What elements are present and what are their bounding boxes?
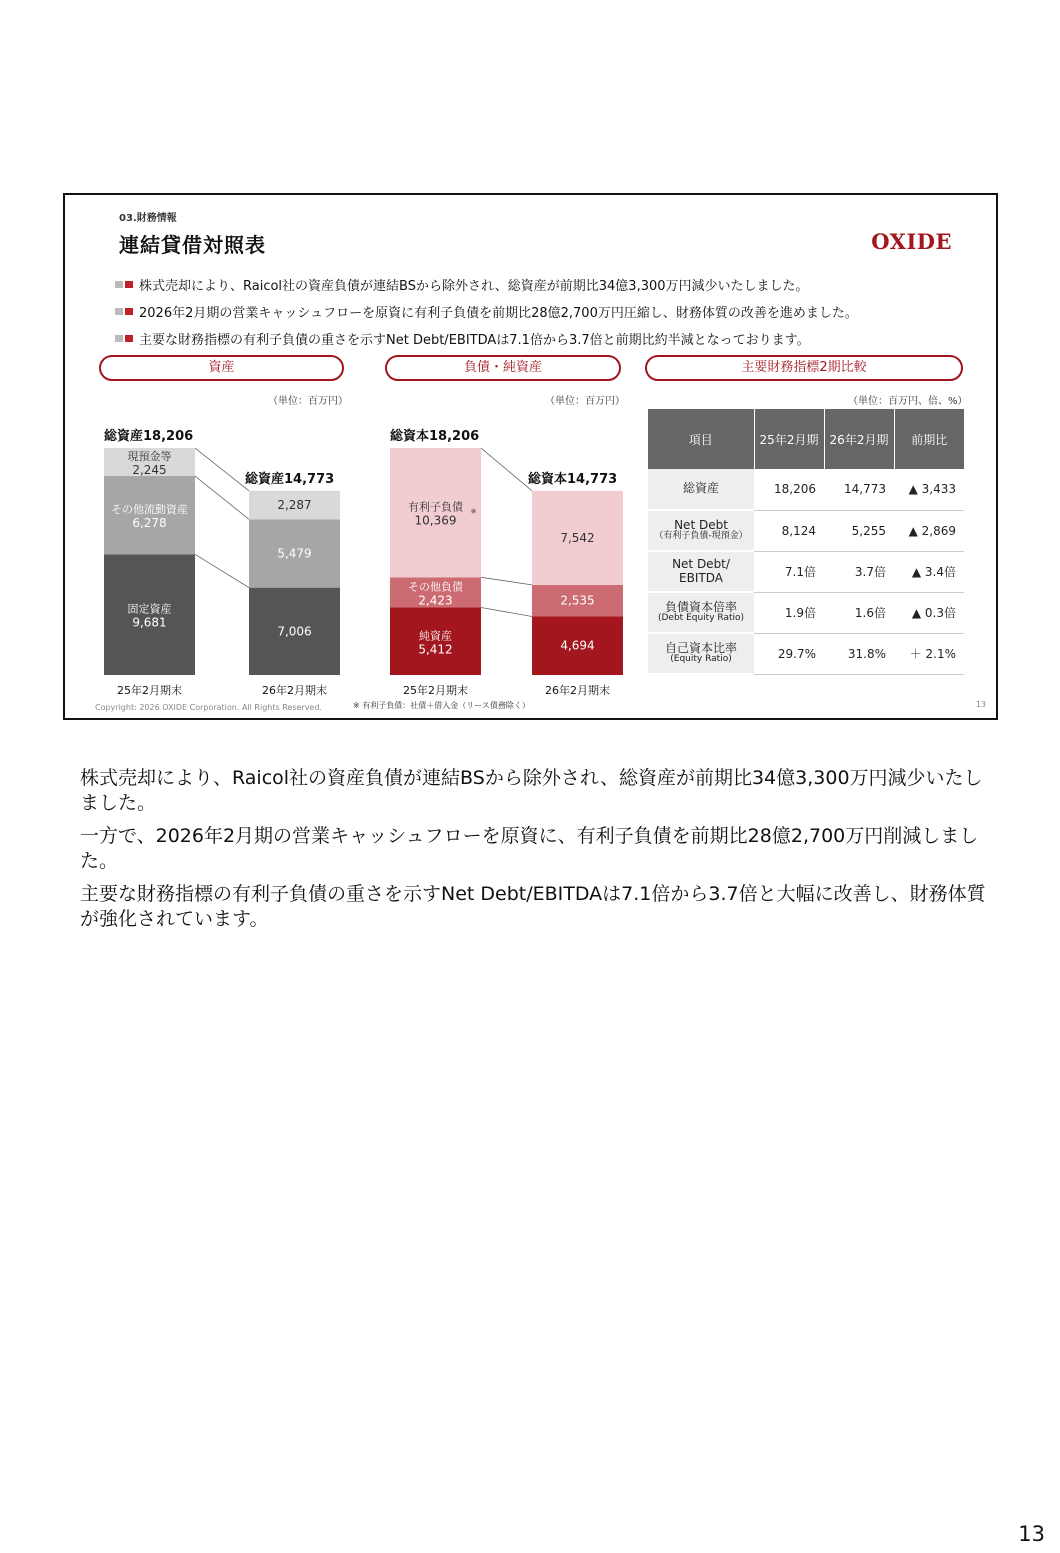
x-tick-label: 25年2月期末	[403, 684, 468, 697]
connector-line	[481, 448, 532, 491]
section-label: 03.財務情報	[119, 213, 177, 224]
connector-line	[481, 608, 532, 617]
value-25: 18,206	[754, 469, 824, 510]
body-paragraph: 主要な財務指標の有利子負債の重さを示すNet Debt/EBITDAは7.1倍から3.7倍と大幅に改善し、財務体質が強化されています。	[80, 883, 986, 930]
liabilities-heading: 負債・純資産	[385, 355, 621, 381]
column-header: 25年2月期	[754, 409, 824, 469]
value-26: 31.8%	[824, 633, 894, 674]
value-26: 1.6倍	[824, 592, 894, 633]
value-25: 7.1倍	[754, 551, 824, 592]
column-header: 26年2月期	[824, 409, 894, 469]
body-text	[80, 766, 990, 940]
data-label: 7,542	[560, 530, 595, 545]
connector-line	[481, 577, 532, 585]
segment-name-label: 有利子負債	[408, 500, 463, 514]
table-header-row	[648, 409, 964, 469]
row-label-text: 自己資本比率	[664, 640, 737, 655]
data-label: 5,412	[418, 642, 453, 657]
connector-line	[195, 476, 249, 519]
oxide-logo: OXIDE	[871, 229, 952, 254]
column-header: 前期比	[894, 409, 964, 469]
row-label	[648, 551, 754, 592]
row-label	[648, 592, 754, 633]
assets-heading: 資産	[99, 355, 344, 381]
segment-name-label: 現預金等	[127, 450, 172, 464]
segment-name-label: 固定資産	[127, 602, 172, 616]
column-header: 項目	[648, 409, 754, 469]
value-diff: ▲ 2,869	[894, 510, 964, 551]
value-26: 14,773	[824, 469, 894, 510]
x-tick-label: 26年2月期末	[545, 684, 610, 697]
slide-title: 連結貸借対照表	[119, 233, 266, 257]
connector-line	[195, 554, 249, 587]
copyright: Copyright: 2026 OXIDE Corporation. All Rights Reserved.	[95, 703, 322, 712]
data-label: 6,278	[132, 516, 167, 531]
body-paragraph: 株式売却により、Raicol社の資産負債が連結BSから除外され、総資産が前期比34億3,300万円減少いたしました。	[80, 767, 983, 814]
total-label: 総資産18,206	[104, 429, 194, 445]
data-label: 4,694	[560, 638, 595, 653]
x-tick-label: 25年2月期末	[117, 684, 182, 697]
connector-line	[195, 448, 249, 491]
value-25: 1.9倍	[754, 592, 824, 633]
total-label: 総資産14,773	[245, 471, 335, 487]
table-row	[648, 633, 964, 674]
data-label: 2,423	[418, 593, 453, 608]
table-row	[648, 592, 964, 633]
row-label-text: Net Debt/	[672, 557, 730, 572]
slide-page-number: 13	[975, 700, 986, 709]
footnote: ※ 有利子負債：社債＋借入金（リース債務除く）	[353, 701, 530, 710]
table-row	[648, 510, 964, 551]
data-label: 2,245	[132, 463, 167, 478]
body-paragraph: 一方で、2026年2月期の営業キャッシュフローを原資に、有利子負債を前期比28億2,700万円削減しました。	[80, 825, 979, 872]
row-label-sub: (Debt Equity Ratio)	[657, 613, 745, 624]
value-diff: ▲ 3.4倍	[894, 551, 964, 592]
segment-name-mark: ※	[470, 507, 477, 516]
value-25: 8,124	[754, 510, 824, 551]
value-diff: ▲ 0.3倍	[894, 592, 964, 633]
bullet-text: 2026年2月期の営業キャッシュフローを原資に有利子負債を前期比28億2,700万円圧縮し、財務体質の改善を進めました。	[139, 306, 858, 321]
row-label-sub: (Equity Ratio)	[670, 654, 732, 665]
value-26: 3.7倍	[824, 551, 894, 592]
row-label-text: 総資産	[682, 481, 719, 496]
kpi-table	[648, 409, 964, 675]
data-label: 9,681	[132, 615, 167, 630]
liabilities-unit: （単位：百万円）	[545, 396, 625, 407]
assets-unit: （単位：百万円）	[268, 396, 348, 407]
slide	[63, 193, 998, 720]
segment-name-label: その他負債	[408, 580, 463, 594]
value-diff: ▲ 3,433	[894, 469, 964, 510]
kpi-heading: 主要財務指標2期比較	[645, 355, 963, 381]
data-label: 2,287	[277, 498, 312, 513]
data-label: 5,479	[277, 546, 312, 561]
table-row	[648, 469, 964, 510]
data-label: 7,006	[277, 624, 312, 639]
data-label: 2,535	[560, 593, 595, 608]
segment-name-label: その他流動資産	[111, 503, 188, 517]
value-26: 5,255	[824, 510, 894, 551]
value-diff: ＋ 2.1%	[894, 633, 964, 674]
x-tick-label: 26年2月期末	[262, 684, 327, 697]
total-label: 総資本18,206	[390, 429, 480, 445]
row-label-text: 負債資本倍率	[664, 599, 737, 614]
row-label-sub: EBITDA	[679, 570, 723, 585]
page-number: 13	[1018, 1522, 1045, 1546]
row-label-text: Net Debt	[674, 517, 728, 532]
row-label-sub: （有利子負債-現預金）	[654, 531, 748, 542]
row-label	[648, 469, 754, 510]
table-row	[648, 551, 964, 592]
value-25: 29.7%	[754, 633, 824, 674]
data-label: 10,369	[414, 513, 457, 528]
total-label: 総資本14,773	[528, 471, 618, 487]
row-label	[648, 510, 754, 551]
bullet-text: 株式売却により、Raicol社の資産負債が連結BSから除外され、総資産が前期比34億3,300万円減少いたしました。	[139, 279, 809, 294]
kpi-unit: （単位：百万円、倍、%）	[848, 396, 968, 407]
row-label	[648, 633, 754, 674]
segment-name-label: 純資産	[419, 629, 452, 643]
bullet-text: 主要な財務指標の有利子負債の重さを示すNet Debt/EBITDAは7.1倍から3.7倍と前期比約半減となっております。	[139, 333, 810, 348]
